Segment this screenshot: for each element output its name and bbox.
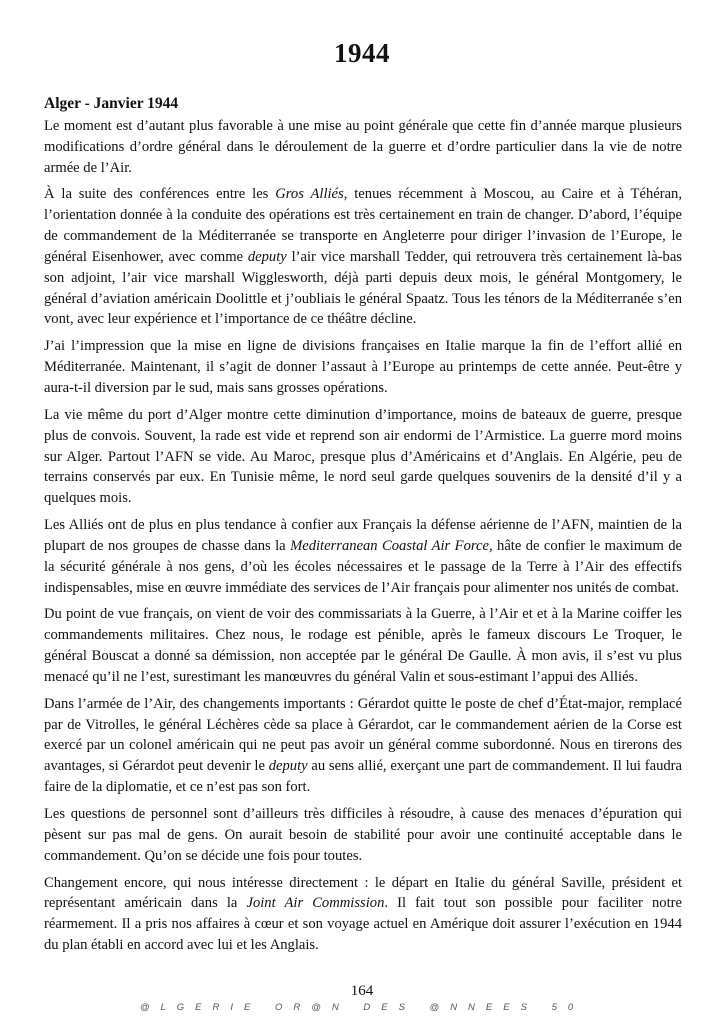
page-number: 164	[350, 983, 374, 999]
italic-term: deputy	[268, 758, 308, 775]
paragraph	[44, 405, 682, 509]
text-run: Dans l’armée de l’Air, des changements importants : Gérardot quitte le poste de chef d’État-major, remplacé par de Vitrolles, le général Léchères cède sa place à Gérardot, car le commandement aérien de la Corse est exercé par un colonel américain qui ne peut pas avoir un général comme subordonné. Nous en tirerons des avantages, si Gérardot peut devenir le	[44, 695, 682, 775]
text-run: À la suite des conférences entre les	[44, 186, 276, 203]
paragraph	[44, 873, 682, 956]
document-body	[44, 94, 682, 962]
text-run: Les Alliés ont de plus en plus tendance à confier aux Français la défense aérienne de l’AFN, maintien de la plupart de nos groupes de chasse dans la	[44, 517, 682, 554]
footer-watermark: @LGERIE OR@N DES @NNEES 50	[139, 1002, 585, 1013]
paragraph	[44, 804, 682, 867]
paragraph	[44, 515, 682, 598]
paragraph	[44, 694, 682, 798]
text-run: l’air vice marshall Tedder, qui retrouvera très certainement là-bas son adjoint, l’air vice marshall Wigglesworth, déjà parti depuis deux mois, le général Montgomery, le général d’aviation américain Doolittle et j’oubliais le général Spaatz. Tous les ténors de la Méditerranée s’en vont, avec leur expérience et l’importance de ce théâtre décline.	[44, 248, 682, 328]
text-run: Changement encore, qui nous intéresse directement : le départ en Italie du général Saville, président et représentant américain dans la	[44, 874, 682, 912]
text-run: J’ai l’impression que la mise en ligne de divisions françaises en Italie marque la fin de l’effort allié en Méditerranée. Maintenant, il s’agit de donner l’assaut à l’Europe au printemps de cette année. Peut-être y aura-t-il diversion par le sud, mais sans grosses opérations.	[44, 338, 682, 396]
text-run: . Il fait tout son possible pour faciliter notre réarmement. Il a pris nos affaires à cœur et son voyage actuel en Amérique doit assurer l’exécution en 1944 du plan établi en accord avec lui et les Anglais.	[44, 895, 682, 954]
italic-term: Joint Air Commission	[246, 895, 385, 912]
paragraph-list	[44, 116, 682, 956]
paragraph	[44, 336, 682, 399]
italic-term: deputy	[247, 248, 287, 265]
text-run: Du point de vue français, on vient de voir des commissariats à la Guerre, à l’Air et et à la Marine coiffer les commandements militaires. Chez nous, le rodage est pénible, après le fameux discours Le Troquer, le général Bouscat a donné sa démission, non acceptée par le général De Gaulle. À mon avis, il s’est vu plus menacé qu’il ne l’est, surestimant les manœuvres du général Valin et sous-estimant l’appui des Alliés.	[44, 606, 682, 685]
paragraph	[44, 184, 682, 330]
page-title: 1944	[334, 38, 390, 68]
paragraph	[44, 116, 682, 179]
text-run: La vie même du port d’Alger montre cette diminution d’importance, moins de bateaux de guerre, presque plus de convois. Souvent, la rade est vide et reprend son air endormi de l’Armistice. La guerre mord moins sur Alger. Partout l’AFN se vide. Au Maroc, presque plus d’Américains et d’Anglais. En Algérie, peu de terrains conservés par eux. En Tunisie même, le nord seul garde quelques souvenirs de la densité d’il y a quelques mois.	[44, 406, 682, 507]
italic-term: Mediterranean Coastal Air Force	[290, 537, 489, 554]
section-heading: Alger - Janvier 1944	[44, 95, 179, 112]
text-run: Les questions de personnel sont d’ailleurs très difficiles à résoudre, à cause des menaces d’épuration qui pèsent sur pas mal de gens. On aurait besoin de stabilité pour avoir une continuité acceptable dans le commandement. Qu’on se décide une fois pour toutes.	[44, 806, 682, 864]
text-run: , hâte de confier le maximum de la sécurité générale à nos gens, d’où les écoles nécessaires et le passage de la Terre à l’Air des effectifs indispensables, mise en œuvre immédiate des services de l’Air français pour alimenter nos unités de combat.	[44, 537, 682, 596]
text-run: au sens allié, exerçant une part de commandement. Il lui faudra faire de la diplomatie, et ce n’est pas son fort.	[44, 758, 683, 796]
text-run: , tenues récemment à Moscou, au Caire et à Téhéran, l’orientation donnée à la conduite des opérations est très certainement en train de changer. D’abord, l’équipe de commandement de la Méditerranée se transporte en Angleterre pour diriger l’invasion de l’Europe, le général Eisenhower, avec comme	[44, 186, 682, 265]
italic-term: Gros Alliés	[275, 186, 344, 203]
paragraph	[44, 604, 682, 687]
text-run: Le moment est d’autant plus favorable à une mise au point générale que cette fin d’année marque plusieurs modifications d’ordre général dans le déroulement de la guerre et d’ordre particulier dans la vie de notre armée de l’Air.	[44, 117, 682, 176]
